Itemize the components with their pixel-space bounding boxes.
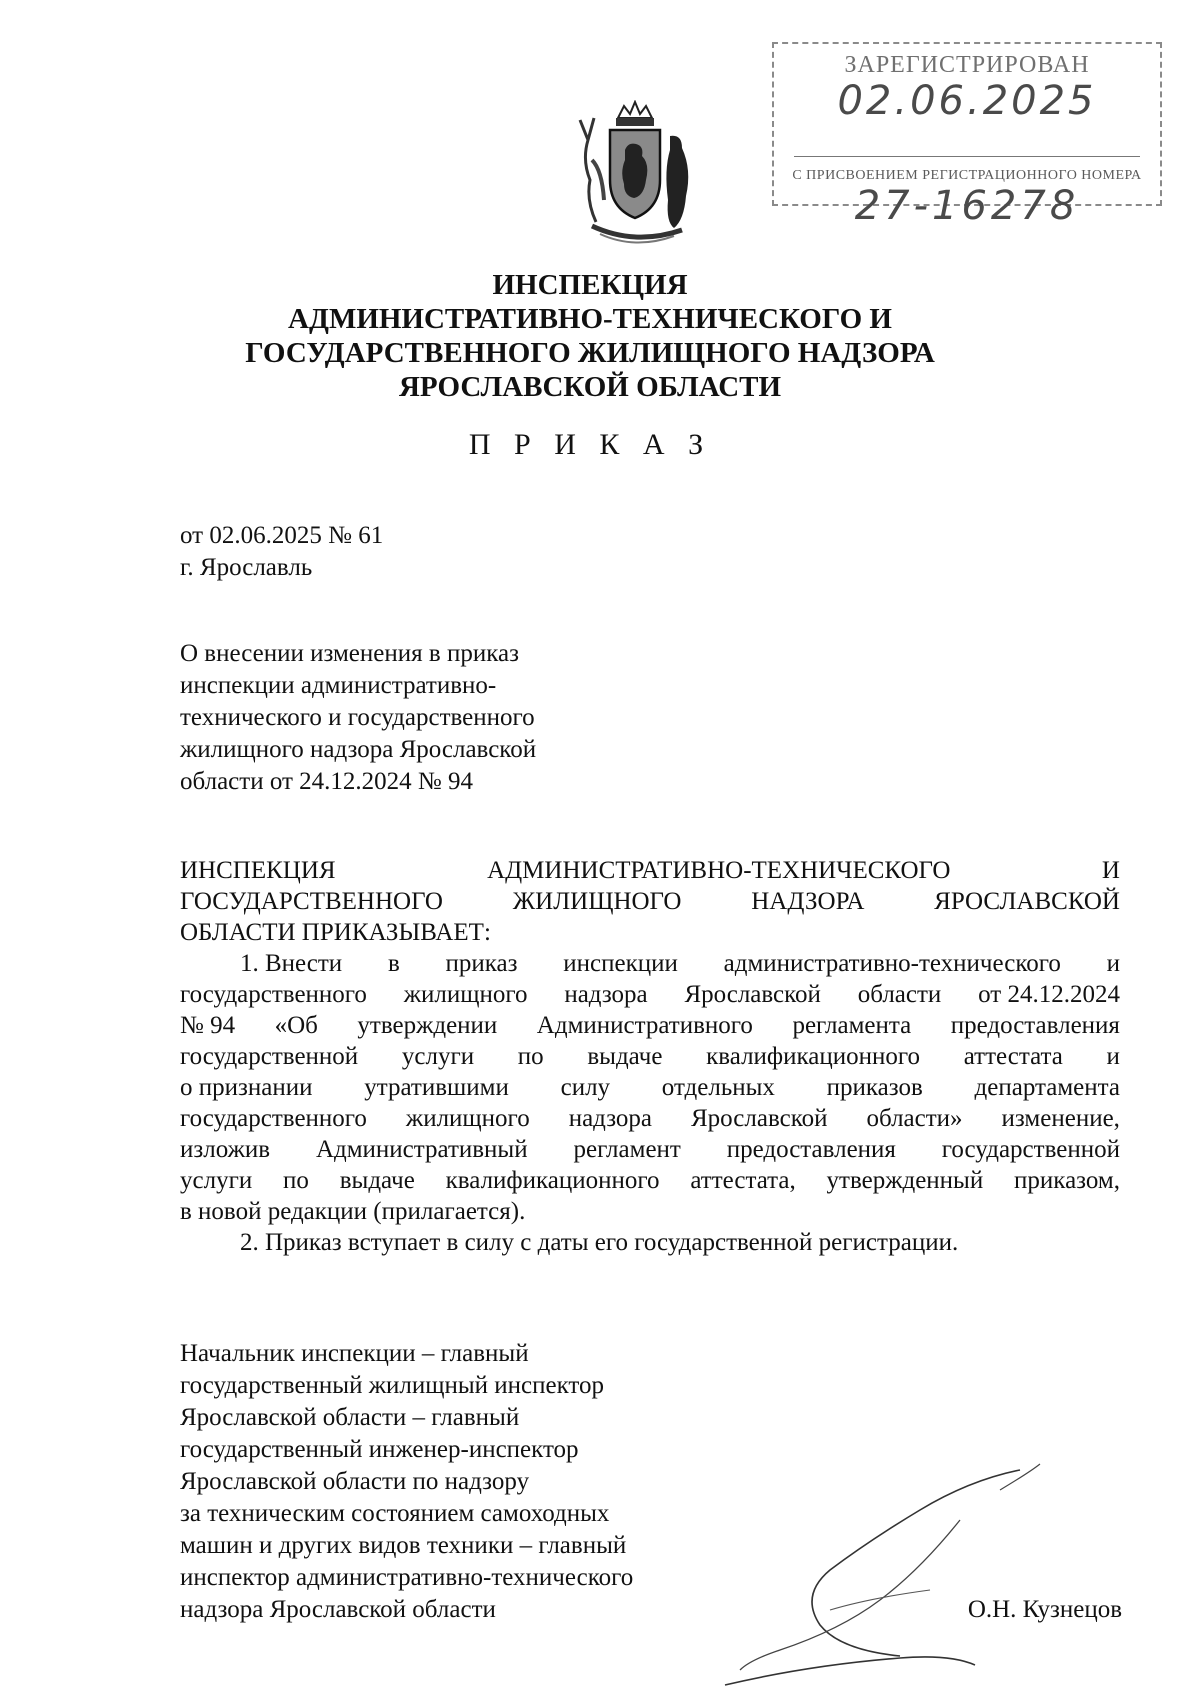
item1-line: изложив Административный регламент предоставления государственной xyxy=(180,1136,1120,1163)
item1-line: государственного жилищного надзора Ярославской области» изменение, xyxy=(180,1105,1120,1132)
item1-line: услуги по выдаче квалификационного аттестата, утвержденный приказом, xyxy=(180,1167,1120,1194)
subject-line: О внесении изменения в приказ xyxy=(180,640,519,667)
document-date-number: от 02.06.2025 № 61 xyxy=(180,522,384,549)
stamp-divider xyxy=(794,156,1140,157)
registration-stamp xyxy=(772,42,1162,229)
document-type: П Р И К А З xyxy=(468,428,712,461)
org-line: ЯРОСЛАВСКОЙ ОБЛАСТИ xyxy=(398,371,782,403)
document-city: г. Ярославль xyxy=(180,554,313,581)
position-line: машин и других видов техники – главный xyxy=(180,1532,627,1559)
item2-line: 2. Приказ вступает в силу с даты его государственной регистрации. xyxy=(240,1229,959,1256)
subject-line: технического и государственного xyxy=(180,704,535,731)
stamp-number: 27-16278 xyxy=(854,183,1080,229)
document-subject xyxy=(180,638,600,798)
position-line: за техническим состоянием самоходных xyxy=(180,1500,610,1527)
subject-line: инспекции административно- xyxy=(180,672,497,699)
organization-name xyxy=(180,268,1000,404)
item1-line: государственной услуги по выдаче квалификационного аттестата и xyxy=(180,1043,1120,1070)
preamble-line: ОБЛАСТИ ПРИКАЗЫВАЕТ: xyxy=(180,919,491,946)
preamble-line: ГОСУДАРСТВЕННОГО ЖИЛИЩНОГО НАДЗОРА ЯРОСЛАВСКОЙ xyxy=(180,888,1120,915)
position-line: Ярославской области по надзору xyxy=(180,1468,530,1495)
org-line: ИНСПЕКЦИЯ xyxy=(492,269,688,301)
stamp-title: ЗАРЕГИСТРИРОВАН xyxy=(844,52,1090,78)
stamp-date: 02.06.2025 xyxy=(837,78,1097,124)
stamp-subtitle: С ПРИСВОЕНИЕМ РЕГИСТРАЦИОННОГО НОМЕРА xyxy=(792,168,1142,183)
position-line: надзора Ярославской области xyxy=(180,1596,496,1623)
org-line: ГОСУДАРСТВЕННОГО ЖИЛИЩНОГО НАДЗОРА xyxy=(245,337,935,369)
document-body xyxy=(180,855,1120,1258)
org-line: АДМИНИСТРАТИВНО-ТЕХНИЧЕСКОГО И xyxy=(288,303,892,335)
signer-name: О.Н. Кузнецов xyxy=(967,1596,1122,1623)
position-line: инспектор административно-технического xyxy=(180,1564,634,1591)
position-line: Ярославской области – главный xyxy=(180,1404,520,1431)
signatory-position xyxy=(180,1338,633,1626)
position-line: государственный жилищный инспектор xyxy=(180,1372,605,1399)
item1-line: о признании утратившими силу отдельных приказов департамента xyxy=(180,1074,1120,1101)
item1-line: государственного жилищного надзора Ярославской области от 24.12.2024 xyxy=(180,981,1120,1008)
item1-line: в новой редакции (прилагается). xyxy=(180,1198,526,1225)
item1-line: 1. Внести в приказ инспекции административно-технического и xyxy=(240,950,1120,977)
subject-line: жилищного надзора Ярославской xyxy=(180,736,537,763)
handwritten-signature xyxy=(720,1460,1050,1690)
subject-line: области от 24.12.2024 № 94 xyxy=(180,768,474,795)
preamble-line: ИНСПЕКЦИЯ АДМИНИСТРАТИВНО-ТЕХНИЧЕСКОГО И xyxy=(180,857,1120,884)
item1-line: № 94 «Об утверждении Административного регламента предоставления xyxy=(180,1012,1120,1039)
coat-of-arms-icon xyxy=(570,100,700,250)
position-line: государственный инженер-инспектор xyxy=(180,1436,579,1463)
position-line: Начальник инспекции – главный xyxy=(180,1340,529,1367)
